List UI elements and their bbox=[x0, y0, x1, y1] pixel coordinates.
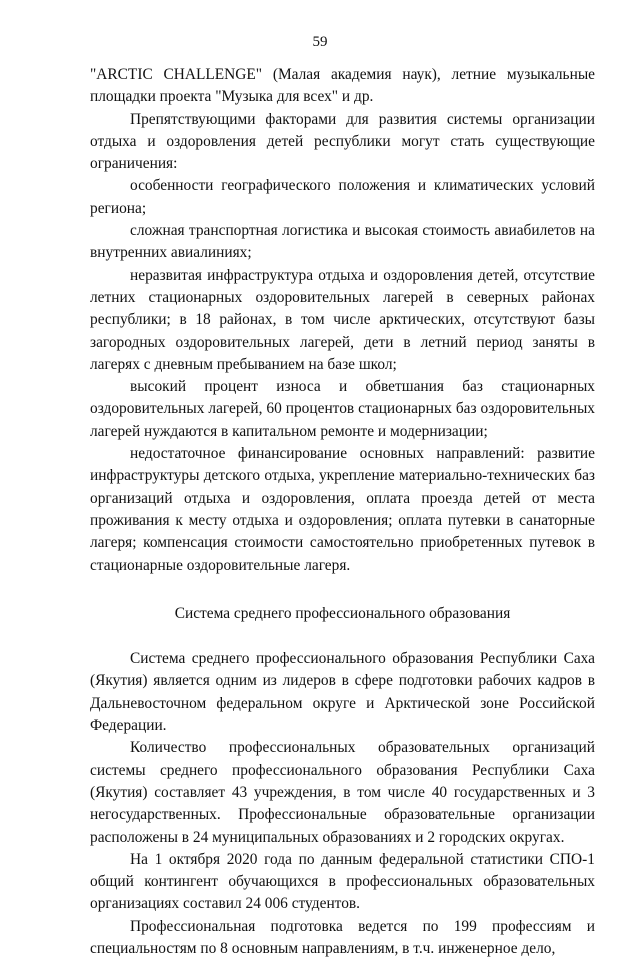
list-item: недостаточное финансирование основных направлений: развитие инфраструктуры детского отдыха, укрепление материально-технических баз организаций отдыха и оздоровления, оплата проезда детей от места проживания к месту отдыха и оздоровления; оплата путевки в санаторные лагеря; компенсация стоимости самостоятельно приобретенных путевок в стационарные оздоровительные лагеря. bbox=[90, 445, 595, 574]
page-number: 59 bbox=[312, 34, 328, 50]
paragraph: Профессиональная подготовка ведется по 199 профессиям и специальностям по 8 основным направлениям, в т.ч. инженерное дело, bbox=[90, 917, 595, 957]
list-item: особенности географического положения и климатических условий региона; bbox=[90, 177, 595, 217]
document-body bbox=[90, 64, 595, 960]
list-item: высокий процент износа и обветшания баз стационарных оздоровительных лагерей, 60 процентов стационарных баз оздоровительных лагерей нуждаются в капитальном ремонте и модернизации; bbox=[90, 378, 595, 440]
paragraph: "ARCTIC CHALLENGE" (Малая академия наук), летние музыкальные площадки проекта "Музыка для всех" и др. bbox=[90, 66, 595, 106]
paragraph: Препятствующими факторами для развития системы организации отдыха и оздоровления детей республики могут стать существующие ограничения: bbox=[90, 110, 595, 173]
paragraph: На 1 октября 2020 года по данным федеральной статистики СПО-1 общий контингент обучающихся в профессиональных образовательных организациях составил 24 006 студентов. bbox=[90, 850, 595, 913]
paragraph: Система среднего профессионального образования Республики Саха (Якутия) является одним из лидеров в сфере подготовки рабочих кадров в Дальневосточном федеральном округе и Арктической зоне Российской Федерации. bbox=[90, 650, 595, 735]
list-item: неразвитая инфраструктура отдыха и оздоровления детей, отсутствие летних стационарных оздоровительных лагерей в северных районах республики; в 18 районах, в том числе арктических, отсутствуют базы загородных оздоровительных лагерей, дети в летний период заняты в лагерях с дневным пребыванием на базе школ; bbox=[90, 266, 595, 373]
list-item: сложная транспортная логистика и высокая стоимость авиабилетов на внутренних авиалиниях; bbox=[90, 222, 595, 262]
paragraph: Количество профессиональных образовательных организаций системы среднего профессионального образования Республики Саха (Якутия) составляет 43 учреждения, в том числе 40 государственных и 3 негосударственных. Профессиональные образовательные организации расположены в 24 муниципальных образованиях и 2 городских округах. bbox=[90, 739, 595, 846]
section-heading: Система среднего профессионального образования bbox=[174, 604, 511, 622]
